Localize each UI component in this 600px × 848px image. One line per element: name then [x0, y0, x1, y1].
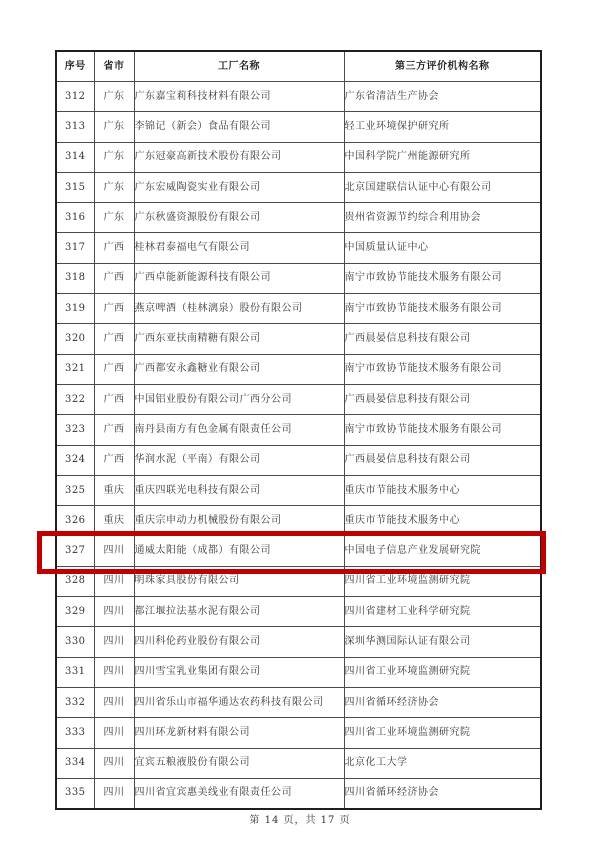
- table-row: [56, 233, 541, 263]
- cell-agency: 南宁市致协节能技术服务有限公司: [344, 415, 541, 445]
- table-row: [56, 597, 541, 627]
- cell-province: 四川: [94, 566, 134, 596]
- header-agency: 第三方评价机构名称: [344, 51, 541, 82]
- header-factory: 工厂名称: [134, 51, 344, 82]
- cell-no: 320: [56, 324, 94, 354]
- cell-no: 318: [56, 263, 94, 293]
- cell-no: 315: [56, 172, 94, 202]
- cell-no: 322: [56, 384, 94, 414]
- cell-agency: 深圳华测国际认证有限公司: [344, 627, 541, 657]
- cell-province: 重庆: [94, 475, 134, 505]
- cell-no: 314: [56, 142, 94, 172]
- cell-no: 327: [56, 536, 94, 566]
- table-row: [56, 354, 541, 384]
- table-row: [56, 445, 541, 475]
- cell-factory: 通威太阳能（成都）有限公司: [134, 536, 344, 566]
- cell-province: 广西: [94, 294, 134, 324]
- table-row: [56, 203, 541, 233]
- cell-province: 广西: [94, 354, 134, 384]
- table-row: [56, 172, 541, 202]
- cell-province: 广西: [94, 415, 134, 445]
- cell-agency: 重庆市节能技术服务中心: [344, 475, 541, 505]
- cell-factory: 广西卓能新能源科技有限公司: [134, 263, 344, 293]
- table-row: [56, 415, 541, 445]
- cell-agency: 重庆市节能技术服务中心: [344, 506, 541, 536]
- cell-factory: 广东秋盛资源股份有限公司: [134, 203, 344, 233]
- cell-no: 326: [56, 506, 94, 536]
- cell-agency: 广东省清洁生产协会: [344, 82, 541, 112]
- cell-province: 四川: [94, 778, 134, 809]
- table-row: [56, 142, 541, 172]
- cell-province: 四川: [94, 627, 134, 657]
- cell-factory: 中国铝业股份有限公司广西分公司: [134, 384, 344, 414]
- cell-province: 四川: [94, 657, 134, 687]
- cell-agency: 四川省工业环境监测研究院: [344, 566, 541, 596]
- cell-province: 四川: [94, 718, 134, 748]
- table-row: [56, 384, 541, 414]
- cell-no: 329: [56, 597, 94, 627]
- cell-province: 广东: [94, 142, 134, 172]
- cell-province: 四川: [94, 597, 134, 627]
- cell-no: 324: [56, 445, 94, 475]
- factory-table: [55, 50, 542, 810]
- cell-factory: 四川科伦药业股份有限公司: [134, 627, 344, 657]
- cell-no: 319: [56, 294, 94, 324]
- cell-province: 广东: [94, 112, 134, 142]
- cell-province: 四川: [94, 748, 134, 778]
- cell-factory: 广西都安永鑫糖业有限公司: [134, 354, 344, 384]
- cell-agency: 北京国建联信认证中心有限公司: [344, 172, 541, 202]
- cell-agency: 广西晨晏信息科技有限公司: [344, 445, 541, 475]
- cell-no: 312: [56, 82, 94, 112]
- cell-province: 广西: [94, 445, 134, 475]
- cell-province: 广东: [94, 172, 134, 202]
- cell-factory: 四川省乐山市福华通达农药科技有限公司: [134, 687, 344, 717]
- cell-factory: 广东冠豪高新技术股份有限公司: [134, 142, 344, 172]
- cell-factory: 桂林君泰福电气有限公司: [134, 233, 344, 263]
- cell-no: 330: [56, 627, 94, 657]
- cell-province: 广西: [94, 263, 134, 293]
- header-province: 省市: [94, 51, 134, 82]
- cell-factory: 重庆四联光电科技有限公司: [134, 475, 344, 505]
- cell-no: 334: [56, 748, 94, 778]
- table-header-row: [56, 51, 541, 82]
- cell-no: 323: [56, 415, 94, 445]
- cell-agency: 中国电子信息产业发展研究院: [344, 536, 541, 566]
- cell-factory: 李锦记（新会）食品有限公司: [134, 112, 344, 142]
- cell-no: 321: [56, 354, 94, 384]
- cell-factory: 宜宾五粮液股份有限公司: [134, 748, 344, 778]
- table-row: [56, 718, 541, 748]
- cell-no: 317: [56, 233, 94, 263]
- table-row: [56, 627, 541, 657]
- table-row: [56, 657, 541, 687]
- cell-no: 331: [56, 657, 94, 687]
- cell-province: 广西: [94, 384, 134, 414]
- table-row: [56, 475, 541, 505]
- cell-no: 333: [56, 718, 94, 748]
- table-body: [56, 82, 541, 810]
- cell-agency: 四川省工业环境监测研究院: [344, 718, 541, 748]
- table-row: [56, 566, 541, 596]
- cell-agency: 贵州省资源节约综合利用协会: [344, 203, 541, 233]
- cell-province: 四川: [94, 536, 134, 566]
- cell-province: 广西: [94, 324, 134, 354]
- cell-no: 332: [56, 687, 94, 717]
- cell-no: 313: [56, 112, 94, 142]
- table-row: [56, 748, 541, 778]
- cell-province: 广东: [94, 82, 134, 112]
- table-row: [56, 536, 541, 566]
- cell-agency: 南宁市致协节能技术服务有限公司: [344, 354, 541, 384]
- cell-agency: 四川省循环经济协会: [344, 778, 541, 809]
- cell-province: 重庆: [94, 506, 134, 536]
- cell-factory: 燕京啤酒（桂林漓泉）股份有限公司: [134, 294, 344, 324]
- table-row: [56, 506, 541, 536]
- cell-agency: 中国质量认证中心: [344, 233, 541, 263]
- cell-factory: 都江堰拉法基水泥有限公司: [134, 597, 344, 627]
- cell-province: 广东: [94, 203, 134, 233]
- cell-agency: 轻工业环境保护研究所: [344, 112, 541, 142]
- cell-factory: 广西东亚扶南精糖有限公司: [134, 324, 344, 354]
- table-row: [56, 294, 541, 324]
- cell-no: 328: [56, 566, 94, 596]
- cell-agency: 四川省工业环境监测研究院: [344, 657, 541, 687]
- cell-agency: 北京化工大学: [344, 748, 541, 778]
- table-row: [56, 687, 541, 717]
- table-row: [56, 778, 541, 809]
- cell-agency: 南宁市致协节能技术服务有限公司: [344, 294, 541, 324]
- cell-factory: 明珠家具股份有限公司: [134, 566, 344, 596]
- cell-agency: 广西晨晏信息科技有限公司: [344, 384, 541, 414]
- cell-agency: 南宁市致协节能技术服务有限公司: [344, 263, 541, 293]
- cell-factory: 四川雪宝乳业集团有限公司: [134, 657, 344, 687]
- cell-factory: 华润水泥（平南）有限公司: [134, 445, 344, 475]
- table-row: [56, 112, 541, 142]
- page-number-footer: 第 14 页，共 17 页: [249, 815, 351, 826]
- cell-no: 316: [56, 203, 94, 233]
- cell-agency: 中国科学院广州能源研究所: [344, 142, 541, 172]
- cell-factory: 四川省宜宾惠美线业有限责任公司: [134, 778, 344, 809]
- cell-province: 四川: [94, 687, 134, 717]
- header-no: 序号: [56, 51, 94, 82]
- cell-factory: 广东嘉宝莉科技材料有限公司: [134, 82, 344, 112]
- cell-factory: 广东宏威陶瓷实业有限公司: [134, 172, 344, 202]
- cell-agency: 四川省循环经济协会: [344, 687, 541, 717]
- cell-factory: 南丹县南方有色金属有限责任公司: [134, 415, 344, 445]
- cell-factory: 重庆宗申动力机械股份有限公司: [134, 506, 344, 536]
- table-row: [56, 263, 541, 293]
- table-row: [56, 82, 541, 112]
- cell-agency: 广西晨晏信息科技有限公司: [344, 324, 541, 354]
- table-row: [56, 324, 541, 354]
- cell-factory: 四川环龙新材料有限公司: [134, 718, 344, 748]
- cell-no: 335: [56, 778, 94, 809]
- cell-province: 广西: [94, 233, 134, 263]
- cell-no: 325: [56, 475, 94, 505]
- cell-agency: 四川省建材工业科学研究院: [344, 597, 541, 627]
